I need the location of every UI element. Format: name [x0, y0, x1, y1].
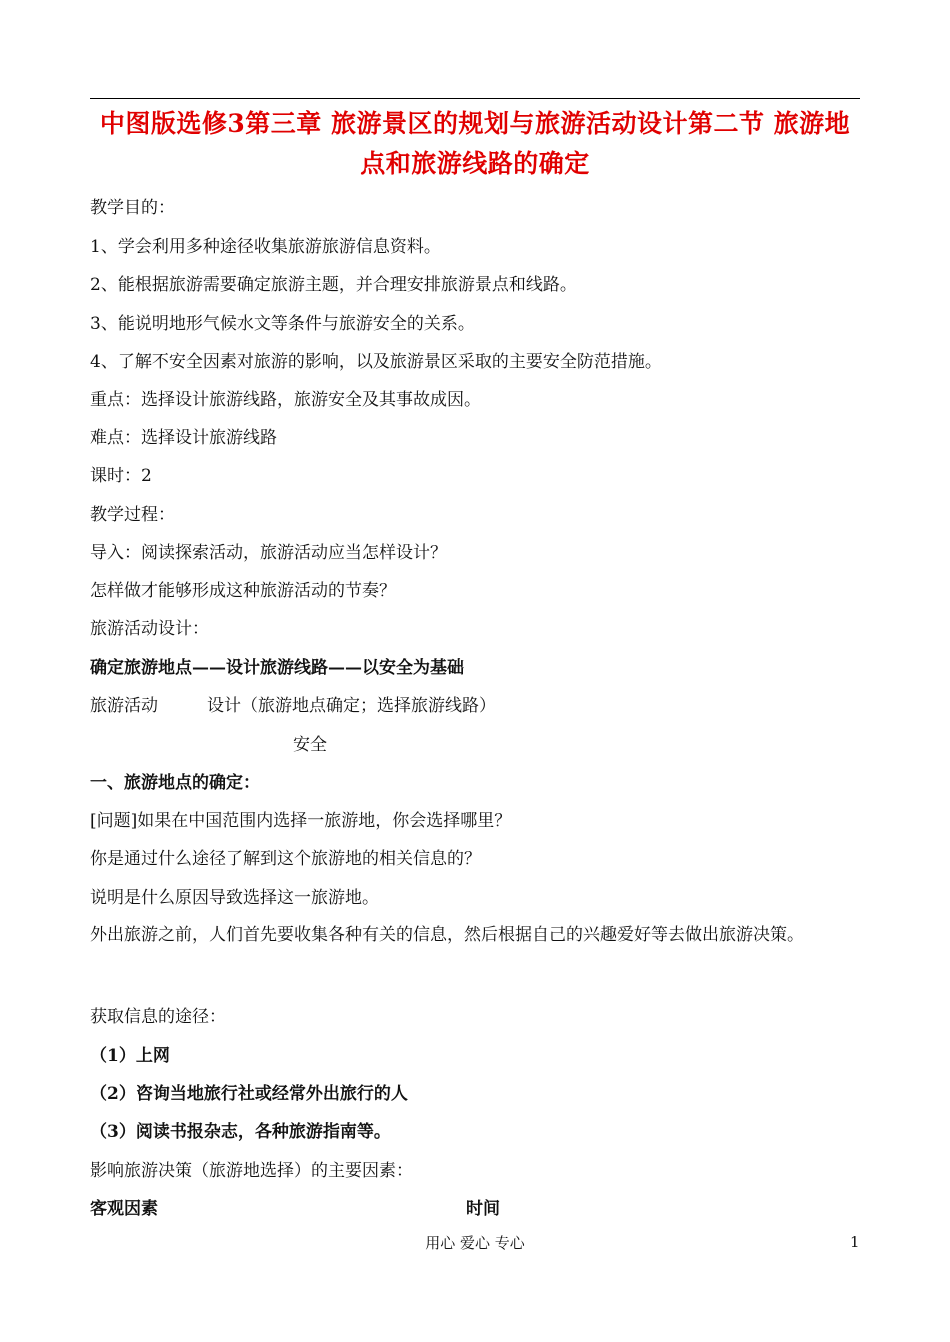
goal-item-4: 4、了解不安全因素对旅游的影响，以及旅游景区采取的主要安全防范措施。	[90, 352, 662, 372]
activity-label: 旅游活动	[90, 696, 158, 716]
section-one-heading: 一、旅游地点的确定：	[90, 773, 260, 793]
key-points: 重点：选择设计旅游线路，旅游安全及其事故成因。	[90, 390, 481, 410]
design-flow-line: 确定旅游地点——设计旅游线路——以安全为基础	[90, 658, 464, 678]
design-detail: 设计（旅游地点确定；选择旅游线路）	[207, 696, 496, 716]
header-rule	[90, 98, 860, 99]
document-title: 中图版选修3第三章 旅游景区的规划与旅游活动设计第二节 旅游地点和旅游线路的确定	[99, 109, 851, 178]
goal-item-1: 1、学会利用多种途径收集旅游旅游信息资料。	[90, 237, 441, 257]
footer-slogan: 用心 爱心 专心	[425, 1234, 525, 1252]
info-source-question: 你是通过什么途径了解到这个旅游地的相关信息的？	[90, 849, 481, 869]
factors-heading: 影响旅游决策（旅游地选择）的主要因素：	[90, 1161, 413, 1181]
class-hours: 课时：2	[90, 466, 152, 486]
reason-line: 说明是什么原因导致选择这一旅游地。	[90, 888, 379, 908]
channel-item-1: （1）上网	[90, 1046, 170, 1066]
teaching-process-heading: 教学过程：	[90, 505, 175, 525]
channel-item-3: （3）阅读书报杂志，各种旅游指南等。	[90, 1122, 391, 1142]
channel-item-2: （2）咨询当地旅行社或经常外出旅行的人	[90, 1084, 408, 1104]
goal-item-3: 3、能说明地形气候水文等条件与旅游安全的关系。	[90, 314, 475, 334]
info-channels-heading: 获取信息的途径：	[90, 1007, 226, 1027]
rhythm-question: 怎样做才能够形成这种旅游活动的节奏？	[90, 581, 396, 601]
safety-label: 安全	[293, 735, 327, 755]
activity-design-heading: 旅游活动设计：	[90, 619, 209, 639]
page-number: 1	[850, 1233, 860, 1251]
decision-paragraph: 外出旅游之前，人们首先要收集各种有关的信息，然后根据自己的兴趣爱好等去做出旅游决策。	[90, 925, 804, 945]
objective-factors-label: 客观因素	[90, 1199, 158, 1219]
question-line: [问题]如果在中国范围内选择一旅游地，你会选择哪里？	[90, 811, 512, 831]
time-label: 时间	[466, 1199, 500, 1219]
difficult-points: 难点：选择设计旅游线路	[90, 428, 277, 448]
introduction-line: 导入：阅读探索活动，旅游活动应当怎样设计？	[90, 543, 447, 563]
teaching-goals-heading: 教学目的：	[90, 198, 175, 218]
goal-item-2: 2、能根据旅游需要确定旅游主题，并合理安排旅游景点和线路。	[90, 275, 577, 295]
